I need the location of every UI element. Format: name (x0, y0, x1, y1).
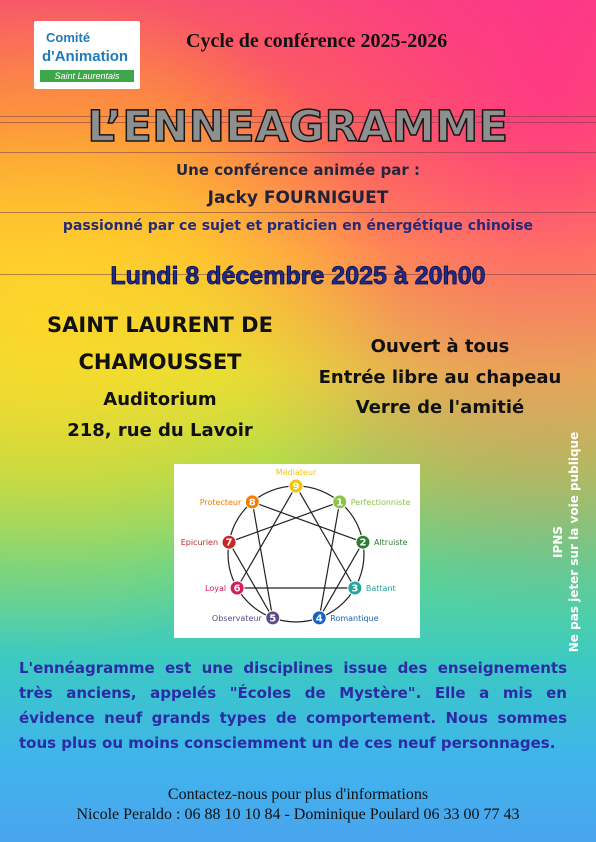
logo-text: d'Animation (42, 48, 129, 65)
side-notice (550, 432, 582, 652)
info-line-3: Verre de l'amitié (355, 397, 525, 418)
type-number-8: 8 (248, 497, 256, 509)
ipns-label: IPNS (551, 526, 565, 558)
logo-banner: Saint Laurentais (40, 70, 134, 82)
type-label-8: Protecteur (199, 497, 242, 507)
type-label-4: Romantique (330, 613, 379, 623)
contact-heading: Contactez-nous pour plus d'informations (167, 786, 429, 803)
type-number-9: 9 (292, 481, 300, 493)
speaker-name: Jacky FOURNIGUET (207, 188, 389, 208)
enneagram-hexad (229, 502, 363, 618)
divider-line (0, 212, 596, 213)
type-number-7: 7 (225, 537, 233, 549)
type-label-3: Battant (365, 584, 396, 593)
speaker-intro: Une conférence animée par : (176, 161, 420, 179)
type-label-7: Epicurien (180, 538, 219, 548)
speaker-description: passionné par ce sujet et praticien en énergétique chinoise (62, 218, 534, 234)
organizer-logo (34, 21, 140, 89)
type-number-4: 4 (315, 613, 323, 625)
type-label-6: Loyal (205, 584, 227, 593)
city-line-2: CHAMOUSSET (78, 350, 242, 374)
logo-text: Comité (46, 30, 91, 45)
type-number-6: 6 (233, 583, 241, 595)
type-label-5: Observateur (211, 613, 262, 623)
venue-name: Auditorium (103, 389, 217, 410)
type-label-1: Perfectionniste (350, 497, 411, 507)
divider-line (0, 152, 596, 153)
venue-address: 218, rue du Lavoir (67, 420, 253, 441)
info-line-2: Entrée libre au chapeau (318, 367, 562, 388)
enneagram-diagram (174, 464, 420, 638)
contact-phones: Nicole Peraldo : 06 88 10 10 84 - Dominique Poulard 06 33 00 77 43 (76, 806, 520, 823)
page-title: L’ENNEAGRAMME (87, 102, 509, 152)
enneagram-figure (174, 464, 420, 638)
type-number-3: 3 (351, 583, 359, 595)
type-number-2: 2 (359, 537, 367, 549)
series-title: Cycle de conférence 2025-2026 (186, 30, 448, 52)
info-line-1: Ouvert à tous (370, 336, 510, 357)
type-label-9: Médiateur (275, 468, 317, 477)
type-label-2: Altruiste (373, 538, 408, 548)
type-number-5: 5 (269, 613, 277, 625)
city-line-1: SAINT LAURENT DE (47, 313, 273, 337)
type-number-1: 1 (336, 497, 344, 509)
description-paragraph: L'ennéagramme est une disciplines issue des enseignements très anciens, appelés "Écoles de Mystère". Elle a mis en évidence neuf grands types de comportement. Nous sommes tous plus ou moins consciemment un de ces neuf personnages. (19, 659, 567, 752)
event-date: Lundi 8 décembre 2025 à 20h00 (110, 262, 486, 290)
disposal-notice: Ne pas jeter sur la voie publique (567, 431, 581, 653)
